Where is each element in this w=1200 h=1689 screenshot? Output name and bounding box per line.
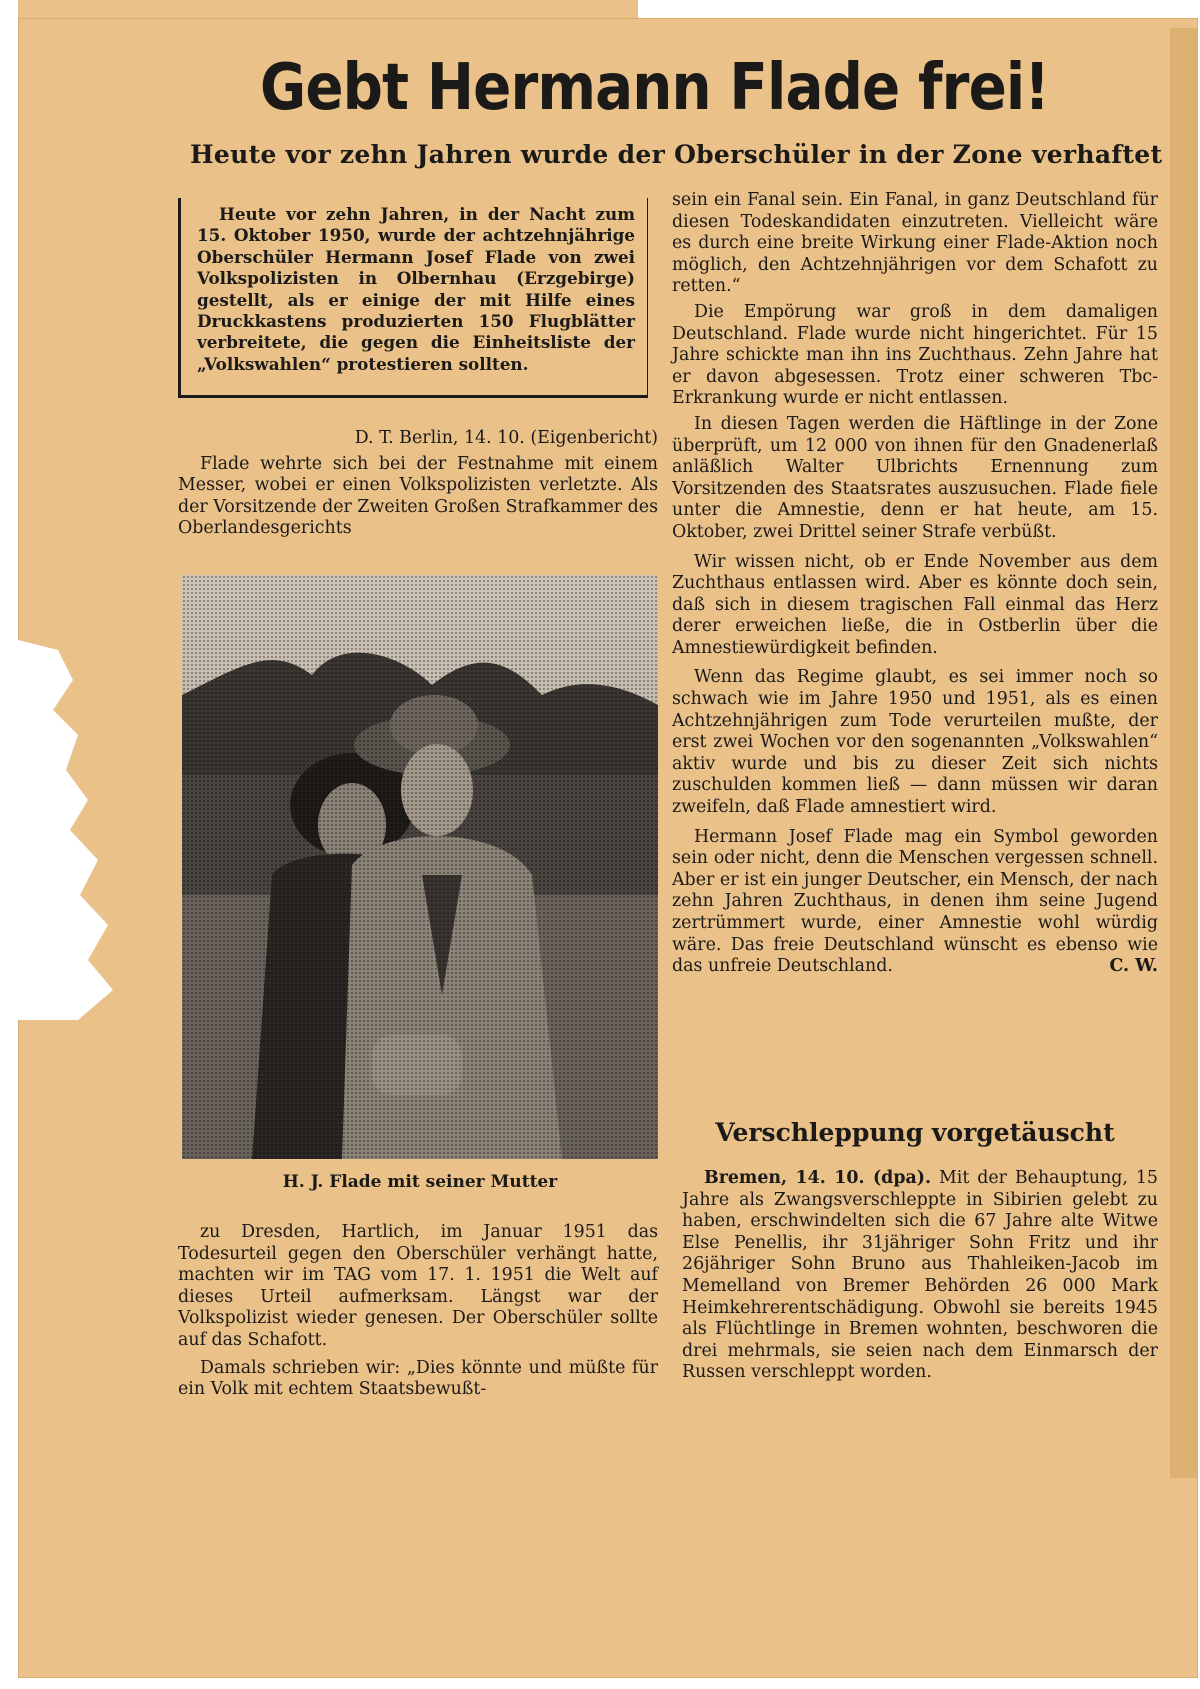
right-paragraph-5: Wenn das Regime glaubt, es sei immer noch so schwach wie im Jahre 1950 und 1951, als es einen Achtzehnjährigen zum Tode verurteilen mußte, der erst zwei Wochen vor den sogenannten „Volkswahlen“ aktiv wurde und bis zu dieser Zeit sich nichts zuschulden kommen ließ — dann müssen wir daran zweifeln, daß Flade amnestiert wird.: [672, 667, 1158, 818]
second-dateline: Bremen, 14. 10. (dpa).: [704, 1168, 932, 1188]
left-column-bottom: [178, 1222, 658, 1405]
photo-flade-with-mother: [182, 575, 658, 1159]
adjacent-paper-strip: [1170, 28, 1198, 1478]
right-paragraph-4: Wir wissen nicht, ob er Ende November aus dem Zuchthaus entlassen wird. Aber es könnte doch sein, daß sich in diesem tragischen Fall einmal das Herz derer erweichen ließe, die in Ostberlin über die Amnestiewürdigkeit befinden.: [672, 551, 1158, 658]
subheadline: Heute vor zehn Jahren wurde der Oberschüler in der Zone verhaftet: [190, 140, 1163, 169]
second-article-body: [682, 1168, 1158, 1384]
left-paragraph-2: zu Dresden, Hartlich, im Januar 1951 das Todesurteil gegen den Oberschüler verhängt hatte, machten wir im TAG vom 17. 1. 1951 die Welt auf dieses Urteil aufmerksam. Längst war der Volkspolizist wieder genesen. Der Oberschüler sollte auf das Schafott.: [178, 1222, 658, 1350]
left-paragraph-3: Damals schrieben wir: „Dies könnte und müßte für ein Volk mit echtem Staatsbewußt-: [178, 1357, 658, 1400]
second-article: [682, 1168, 1158, 1388]
signature: C. W.: [1109, 956, 1158, 977]
left-column-top: [178, 428, 658, 544]
lead-box: [178, 198, 648, 398]
right-paragraph-1: sein ein Fanal sein. Ein Fanal, in ganz Deutschland für diesen Todeskandidaten einzutreten. Vielleicht wäre es durch eine breite Wirkung einer Flade-Aktion noch möglich, den Achtzehnjährigen vor dem Schafott zu retten.“: [672, 190, 1158, 297]
photo-image: [182, 575, 658, 1159]
dateline: D. T. Berlin, 14. 10. (Eigenbericht): [354, 428, 658, 448]
right-paragraph-6-text: Hermann Josef Flade mag ein Symbol geworden sein oder nicht, denn die Menschen vergessen schnell. Aber er ist ein junger Deutscher, ein Mensch, der nach zehn Jahren Zuchthaus, in denen ihm seine Jugend zertrümmert wurde, einer Amnestie wohl würdig wäre. Das freie Deutschland wünscht es ebenso wie das unfreie Deutschland.: [672, 826, 1158, 977]
right-paragraph-6: [672, 827, 1158, 978]
second-headline: Verschleppung vorgetäuscht: [715, 1118, 1115, 1147]
photo-caption: H. J. Flade mit seiner Mutter: [282, 1172, 558, 1192]
right-paragraph-3: In diesen Tagen werden die Häftlinge in der Zone überprüft, um 12 000 von ihnen für den Gnadenerlaß anläßlich Walter Ulbrichts Ernennung zum Vorsitzenden des Staatsrates auszusuchen. Flade fiele unter die Amnestie, denn er hat heute, am 15. Oktober, zwei Drittel seiner Strafe verbüßt.: [672, 413, 1158, 542]
lead-paragraph: Heute vor zehn Jahren, in der Nacht zum 15. Oktober 1950, wurde der achtzehnjährige Oberschüler Hermann Josef Flade von zwei Volkspolizisten in Olbernhau (Erzgebirge) gestellt, als er einige der mit Hilfe eines Druckkastens produzierten 150 Flugblätter verbreitete, die gegen die Einheitsliste der „Volkswahlen“ protestieren sollten.: [197, 204, 635, 374]
second-article-text: Mit der Behauptung, 15 Jahre als Zwangsverschleppte in Sibirien gelebt zu haben, erschwindelten sich die 67 Jahre alte Witwe Else Penellis, ihr 31jähriger Sohn Fritz und ihr 26jähriger Sohn Bruno aus Thahleiken-Jacob im Memelland von Bremer Behörden 26 000 Mark Heimkehrerentschädigung. Obwohl sie bereits 1945 als Flüchtlinge in Bremen wohnten, beschworen die drei mehrmals, sie seien nach dem Einmarsch der Russen verschleppt worden.: [682, 1168, 1158, 1383]
right-paragraph-2: Die Empörung war groß in dem damaligen Deutschland. Flade wurde nicht hingerichtet. Für 15 Jahre schickte man ihn ins Zuchthaus. Zehn Jahre hat er davon abgesessen. Trotz einer schweren Tbc-Erkrankung wurde er nicht entlassen.: [672, 301, 1158, 409]
headline: Gebt Hermann Flade frei!: [260, 51, 1050, 125]
torn-edge: [18, 640, 158, 1020]
right-column: [672, 190, 1158, 982]
left-paragraph-1: Flade wehrte sich bei der Festnahme mit einem Messer, wobei er einen Volkspolizisten verletzte. Als der Vorsitzende der Zweiten Großen Strafkammer des Oberlandesgerichts: [178, 453, 658, 539]
